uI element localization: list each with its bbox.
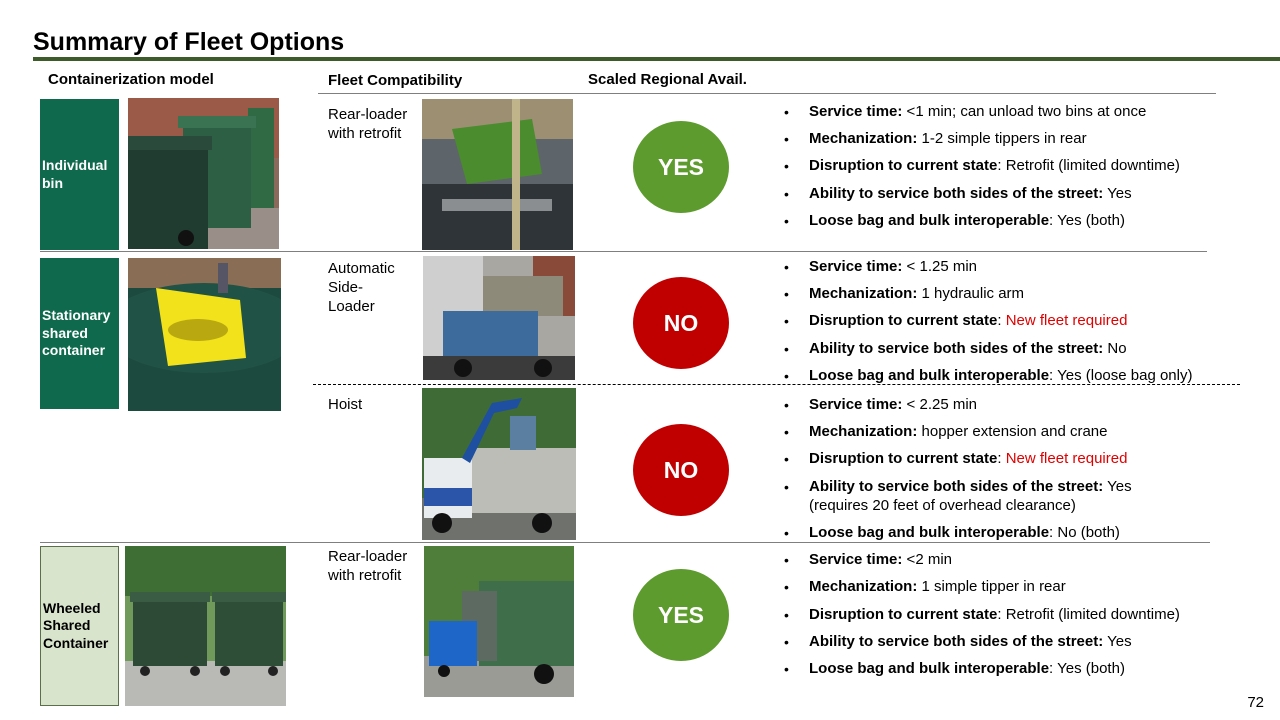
model-individual-bin: Individual bin <box>40 99 119 250</box>
title-underline <box>33 57 1280 61</box>
header-scaled-regional-avail: Scaled Regional Avail. <box>588 71 747 88</box>
stationary-container-photo <box>128 258 281 411</box>
rear-loader-truck-photo-1 <box>422 99 573 250</box>
badge-no-row3: NO <box>633 424 729 516</box>
fleet-rear-loader-2: Rear-loader with retrofit <box>328 548 408 584</box>
badge-no-row2: NO <box>633 277 729 369</box>
fleet-hoist: Hoist <box>328 396 363 413</box>
page-number: 72 <box>1247 694 1264 711</box>
header-fleet-compatibility: Fleet Compatibility <box>328 72 463 89</box>
row-separator-2 <box>40 542 1210 543</box>
header-containerization-model: Containerization model <box>48 71 214 88</box>
badge-yes-row1: YES <box>633 121 729 213</box>
page-title: Summary of Fleet Options <box>33 28 345 56</box>
header-rule <box>318 93 1216 94</box>
row-separator-1 <box>40 251 1207 252</box>
individual-bins-photo <box>128 98 279 249</box>
wheeled-container-photo <box>125 546 286 706</box>
fleet-rear-loader-1: Rear-loader with retrofit <box>328 106 408 142</box>
fleet-automatic-side-loader: Automatic Side- Loader <box>328 260 395 315</box>
model-stationary-shared-container: Stationary shared container <box>40 258 119 409</box>
side-loader-truck-photo <box>423 256 575 380</box>
badge-yes-row4: YES <box>633 569 729 661</box>
model-wheeled-shared-container: Wheeled Shared Container <box>40 546 119 706</box>
hoist-truck-photo <box>422 388 576 540</box>
rear-loader-truck-photo-2 <box>424 546 574 697</box>
